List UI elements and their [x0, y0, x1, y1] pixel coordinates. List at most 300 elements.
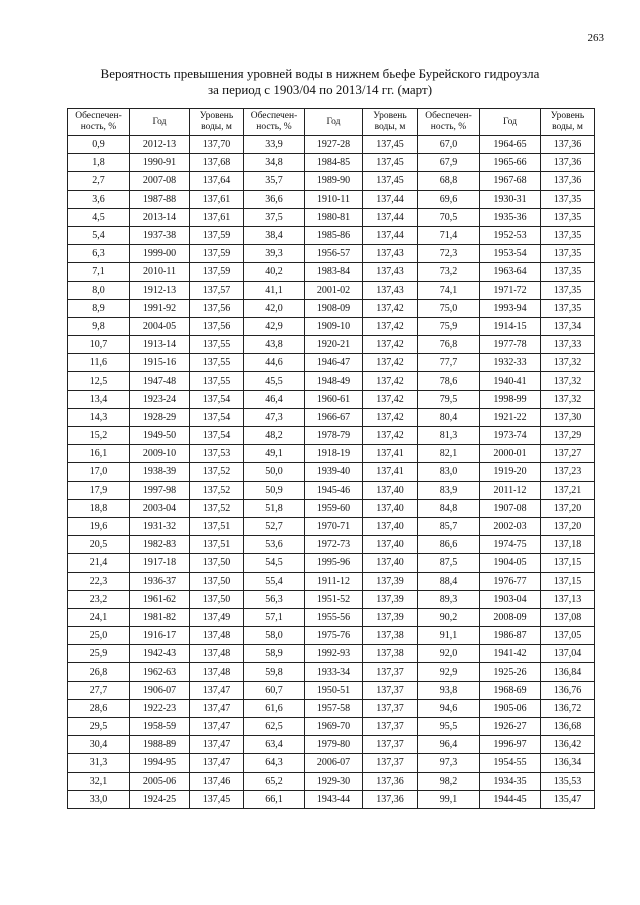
probability-cell: 35,7	[244, 172, 305, 190]
year-cell: 1939-40	[305, 463, 363, 481]
water-level-cell: 137,37	[363, 736, 418, 754]
water-level-cell: 137,68	[190, 154, 244, 172]
water-level-cell: 137,47	[190, 681, 244, 699]
probability-cell: 89,3	[418, 590, 480, 608]
probability-cell: 60,7	[244, 681, 305, 699]
probability-cell: 2,7	[68, 172, 130, 190]
probability-cell: 30,4	[68, 736, 130, 754]
water-level-cell: 137,13	[541, 590, 595, 608]
year-cell: 1975-76	[305, 627, 363, 645]
table-row	[68, 354, 595, 372]
water-level-cell: 137,37	[363, 754, 418, 772]
water-level-cell: 137,61	[190, 190, 244, 208]
year-cell: 1935-36	[480, 208, 541, 226]
probability-cell: 92,0	[418, 645, 480, 663]
year-cell: 1997-98	[130, 481, 190, 499]
probability-cell: 69,6	[418, 190, 480, 208]
header-water-level-2: Уровень воды, м	[363, 109, 418, 136]
table-row	[68, 136, 595, 154]
water-level-cell: 137,39	[363, 572, 418, 590]
year-cell: 1933-34	[305, 663, 363, 681]
table-row	[68, 499, 595, 517]
probability-cell: 38,4	[244, 226, 305, 244]
year-cell: 1966-67	[305, 408, 363, 426]
table-row	[68, 390, 595, 408]
probability-cell: 32,1	[68, 772, 130, 790]
water-level-cell: 137,35	[541, 208, 595, 226]
year-cell: 1994-95	[130, 754, 190, 772]
table-row	[68, 172, 595, 190]
probability-cell: 84,8	[418, 499, 480, 517]
water-level-cell: 137,51	[190, 517, 244, 535]
table-row	[68, 572, 595, 590]
water-level-cell: 137,52	[190, 499, 244, 517]
table-row	[68, 718, 595, 736]
probability-cell: 8,9	[68, 299, 130, 317]
year-cell: 1948-49	[305, 372, 363, 390]
water-level-cell: 137,40	[363, 481, 418, 499]
probability-cell: 33,9	[244, 136, 305, 154]
water-level-cell: 137,42	[363, 317, 418, 335]
water-level-cell: 137,61	[190, 208, 244, 226]
water-level-cell: 137,40	[363, 554, 418, 572]
year-cell: 1971-72	[480, 281, 541, 299]
year-cell: 1986-87	[480, 627, 541, 645]
table-row	[68, 645, 595, 663]
water-level-cell: 137,48	[190, 645, 244, 663]
water-level-cell: 137,35	[541, 190, 595, 208]
year-cell: 1991-92	[130, 299, 190, 317]
probability-cell: 22,3	[68, 572, 130, 590]
probability-cell: 75,9	[418, 317, 480, 335]
year-cell: 1969-70	[305, 718, 363, 736]
table-row	[68, 736, 595, 754]
water-level-cell: 137,64	[190, 172, 244, 190]
probability-cell: 75,0	[418, 299, 480, 317]
table-row	[68, 372, 595, 390]
water-level-cell: 137,57	[190, 281, 244, 299]
water-level-cell: 137,41	[363, 445, 418, 463]
table-row	[68, 536, 595, 554]
water-level-cell: 137,50	[190, 572, 244, 590]
water-level-cell: 137,42	[363, 372, 418, 390]
year-cell: 1925-26	[480, 663, 541, 681]
water-level-cell: 137,42	[363, 299, 418, 317]
water-level-cell: 137,43	[363, 263, 418, 281]
year-cell: 1936-37	[130, 572, 190, 590]
probability-cell: 44,6	[244, 354, 305, 372]
table-row	[68, 190, 595, 208]
water-level-cell: 136,42	[541, 736, 595, 754]
year-cell: 2013-14	[130, 208, 190, 226]
water-level-cell: 137,42	[363, 408, 418, 426]
water-level-cell: 137,20	[541, 499, 595, 517]
water-level-cell: 137,36	[541, 136, 595, 154]
probability-cell: 4,5	[68, 208, 130, 226]
year-cell: 1968-69	[480, 681, 541, 699]
header-probability-3: Обеспечен-ность, %	[418, 109, 480, 136]
probability-cell: 88,4	[418, 572, 480, 590]
table-row	[68, 627, 595, 645]
probability-cell: 3,6	[68, 190, 130, 208]
probability-cell: 48,2	[244, 427, 305, 445]
probability-cell: 13,4	[68, 390, 130, 408]
probability-cell: 52,7	[244, 517, 305, 535]
water-level-cell: 137,48	[190, 627, 244, 645]
water-level-cell: 137,70	[190, 136, 244, 154]
probability-cell: 94,6	[418, 699, 480, 717]
header-water-level-1: Уровень воды, м	[190, 109, 244, 136]
water-level-cell: 137,45	[363, 154, 418, 172]
table-row	[68, 154, 595, 172]
year-cell: 1992-93	[305, 645, 363, 663]
probability-cell: 81,3	[418, 427, 480, 445]
probability-cell: 92,9	[418, 663, 480, 681]
year-cell: 1912-13	[130, 281, 190, 299]
header-year-2: Год	[305, 109, 363, 136]
year-cell: 1927-28	[305, 136, 363, 154]
water-level-cell: 137,37	[363, 663, 418, 681]
year-cell: 1940-41	[480, 372, 541, 390]
probability-cell: 34,8	[244, 154, 305, 172]
year-cell: 1999-00	[130, 245, 190, 263]
probability-cell: 73,2	[418, 263, 480, 281]
water-level-cell: 137,50	[190, 590, 244, 608]
title-line-2: за период с 1903/04 по 2013/14 гг. (март)	[207, 82, 433, 97]
probability-cell: 8,0	[68, 281, 130, 299]
year-cell: 1979-80	[305, 736, 363, 754]
year-cell: 1924-25	[130, 790, 190, 808]
probability-cell: 78,6	[418, 372, 480, 390]
probability-cell: 71,4	[418, 226, 480, 244]
probability-cell: 41,1	[244, 281, 305, 299]
probability-cell: 6,3	[68, 245, 130, 263]
year-cell: 1984-85	[305, 154, 363, 172]
year-cell: 2011-12	[480, 481, 541, 499]
year-cell: 1958-59	[130, 718, 190, 736]
water-level-cell: 137,52	[190, 481, 244, 499]
water-level-cell: 137,42	[363, 390, 418, 408]
probability-cell: 9,8	[68, 317, 130, 335]
probability-cell: 16,1	[68, 445, 130, 463]
probability-cell: 51,8	[244, 499, 305, 517]
probability-cell: 90,2	[418, 608, 480, 626]
probability-cell: 12,5	[68, 372, 130, 390]
water-level-cell: 137,40	[363, 536, 418, 554]
table-row	[68, 663, 595, 681]
water-level-cell: 137,53	[190, 445, 244, 463]
water-level-cell: 137,54	[190, 408, 244, 426]
title-line-1: Вероятность превышения уровней воды в нижнем бьефе Бурейского гидроузла	[100, 66, 540, 81]
water-level-cell: 137,35	[541, 281, 595, 299]
year-cell: 1922-23	[130, 699, 190, 717]
year-cell: 2003-04	[130, 499, 190, 517]
water-level-cell: 137,47	[190, 754, 244, 772]
header-probability-2: Обеспечен-ность, %	[244, 109, 305, 136]
table-row	[68, 281, 595, 299]
water-level-cell: 137,50	[190, 554, 244, 572]
water-level-cell: 137,40	[363, 517, 418, 535]
year-cell: 1962-63	[130, 663, 190, 681]
water-level-cell: 137,37	[363, 718, 418, 736]
water-level-cell: 137,45	[363, 172, 418, 190]
water-level-cell: 137,59	[190, 245, 244, 263]
water-level-cell: 137,54	[190, 390, 244, 408]
year-cell: 1921-22	[480, 408, 541, 426]
year-cell: 1977-78	[480, 336, 541, 354]
water-level-cell: 137,47	[190, 699, 244, 717]
probability-cell: 97,3	[418, 754, 480, 772]
year-cell: 1952-53	[480, 226, 541, 244]
water-level-cell: 137,32	[541, 390, 595, 408]
probability-cell: 53,6	[244, 536, 305, 554]
probability-cell: 17,9	[68, 481, 130, 499]
year-cell: 1972-73	[305, 536, 363, 554]
year-cell: 1996-97	[480, 736, 541, 754]
year-cell: 1976-77	[480, 572, 541, 590]
table-row	[68, 790, 595, 808]
probability-cell: 99,1	[418, 790, 480, 808]
header-year-1: Год	[130, 109, 190, 136]
water-level-cell: 137,21	[541, 481, 595, 499]
probability-cell: 76,8	[418, 336, 480, 354]
table-row	[68, 245, 595, 263]
water-level-cell: 136,76	[541, 681, 595, 699]
probability-cell: 72,3	[418, 245, 480, 263]
probability-cell: 28,6	[68, 699, 130, 717]
table-row	[68, 699, 595, 717]
year-cell: 1963-64	[480, 263, 541, 281]
table-row	[68, 208, 595, 226]
water-level-cell: 137,36	[541, 154, 595, 172]
water-level-cell: 137,47	[190, 736, 244, 754]
probability-cell: 39,3	[244, 245, 305, 263]
year-cell: 2012-13	[130, 136, 190, 154]
year-cell: 2008-09	[480, 608, 541, 626]
water-level-cell: 137,42	[363, 354, 418, 372]
water-level-cell: 137,46	[190, 772, 244, 790]
water-level-cell: 137,35	[541, 226, 595, 244]
year-cell: 1910-11	[305, 190, 363, 208]
probability-cell: 63,4	[244, 736, 305, 754]
water-level-cell: 137,59	[190, 226, 244, 244]
probability-cell: 14,3	[68, 408, 130, 426]
year-cell: 1930-31	[480, 190, 541, 208]
water-level-cell: 137,35	[541, 299, 595, 317]
water-level-cell: 137,42	[363, 336, 418, 354]
water-level-cell: 137,32	[541, 372, 595, 390]
table-row	[68, 754, 595, 772]
year-cell: 2010-11	[130, 263, 190, 281]
water-level-cell: 137,33	[541, 336, 595, 354]
table-row	[68, 336, 595, 354]
table-row	[68, 408, 595, 426]
year-cell: 2002-03	[480, 517, 541, 535]
probability-cell: 33,0	[68, 790, 130, 808]
year-cell: 1990-91	[130, 154, 190, 172]
year-cell: 1932-33	[480, 354, 541, 372]
water-level-cell: 137,37	[363, 699, 418, 717]
table-row	[68, 590, 595, 608]
year-cell: 1947-48	[130, 372, 190, 390]
year-cell: 1995-96	[305, 554, 363, 572]
probability-cell: 65,2	[244, 772, 305, 790]
water-level-cell: 137,44	[363, 190, 418, 208]
table-row	[68, 445, 595, 463]
header-probability-1: Обеспечен-ность, %	[68, 109, 130, 136]
probability-cell: 25,9	[68, 645, 130, 663]
table-row	[68, 226, 595, 244]
probability-cell: 80,4	[418, 408, 480, 426]
year-cell: 2007-08	[130, 172, 190, 190]
year-cell: 1987-88	[130, 190, 190, 208]
year-cell: 1913-14	[130, 336, 190, 354]
header-year-3: Год	[480, 109, 541, 136]
water-level-cell: 137,52	[190, 463, 244, 481]
water-level-cell: 137,18	[541, 536, 595, 554]
water-level-cell: 136,84	[541, 663, 595, 681]
probability-cell: 93,8	[418, 681, 480, 699]
water-level-cell: 137,38	[363, 627, 418, 645]
water-level-cell: 137,36	[363, 790, 418, 808]
table-row	[68, 681, 595, 699]
probability-cell: 77,7	[418, 354, 480, 372]
year-cell: 1911-12	[305, 572, 363, 590]
water-level-cell: 137,34	[541, 317, 595, 335]
water-level-cell: 137,05	[541, 627, 595, 645]
table-row	[68, 427, 595, 445]
year-cell: 1970-71	[305, 517, 363, 535]
year-cell: 1934-35	[480, 772, 541, 790]
year-cell: 1957-58	[305, 699, 363, 717]
water-level-cell: 137,43	[363, 281, 418, 299]
probability-cell: 42,0	[244, 299, 305, 317]
table-row	[68, 772, 595, 790]
year-cell: 1928-29	[130, 408, 190, 426]
water-level-cell: 137,08	[541, 608, 595, 626]
water-level-cell: 137,44	[363, 226, 418, 244]
water-level-cell: 137,54	[190, 427, 244, 445]
probability-cell: 17,0	[68, 463, 130, 481]
table-row	[68, 463, 595, 481]
probability-cell: 50,9	[244, 481, 305, 499]
probability-cell: 18,8	[68, 499, 130, 517]
year-cell: 1923-24	[130, 390, 190, 408]
year-cell: 1967-68	[480, 172, 541, 190]
probability-cell: 96,4	[418, 736, 480, 754]
year-cell: 1915-16	[130, 354, 190, 372]
water-level-cell: 137,55	[190, 372, 244, 390]
year-cell: 2009-10	[130, 445, 190, 463]
table-row	[68, 263, 595, 281]
year-cell: 1909-10	[305, 317, 363, 335]
probability-cell: 0,9	[68, 136, 130, 154]
table-row	[68, 517, 595, 535]
probability-cell: 47,3	[244, 408, 305, 426]
water-level-cell: 137,32	[541, 354, 595, 372]
year-cell: 1980-81	[305, 208, 363, 226]
water-level-cell: 136,72	[541, 699, 595, 717]
year-cell: 1945-46	[305, 481, 363, 499]
probability-cell: 11,6	[68, 354, 130, 372]
water-level-cell: 137,04	[541, 645, 595, 663]
table-row	[68, 608, 595, 626]
water-level-cell: 137,30	[541, 408, 595, 426]
table-row	[68, 554, 595, 572]
probability-cell: 49,1	[244, 445, 305, 463]
probability-cell: 86,6	[418, 536, 480, 554]
year-cell: 1955-56	[305, 608, 363, 626]
year-cell: 1907-08	[480, 499, 541, 517]
year-cell: 1998-99	[480, 390, 541, 408]
water-level-table	[67, 108, 595, 809]
water-level-cell: 137,39	[363, 590, 418, 608]
year-cell: 1985-86	[305, 226, 363, 244]
probability-cell: 36,6	[244, 190, 305, 208]
year-cell: 1944-45	[480, 790, 541, 808]
probability-cell: 45,5	[244, 372, 305, 390]
probability-cell: 74,1	[418, 281, 480, 299]
water-level-cell: 137,42	[363, 427, 418, 445]
year-cell: 1951-52	[305, 590, 363, 608]
probability-cell: 83,9	[418, 481, 480, 499]
year-cell: 1989-90	[305, 172, 363, 190]
probability-cell: 1,8	[68, 154, 130, 172]
probability-cell: 54,5	[244, 554, 305, 572]
year-cell: 1946-47	[305, 354, 363, 372]
probability-cell: 82,1	[418, 445, 480, 463]
table-row	[68, 317, 595, 335]
water-level-cell: 136,68	[541, 718, 595, 736]
water-level-cell: 137,36	[541, 172, 595, 190]
water-level-cell: 137,38	[363, 645, 418, 663]
water-level-cell: 137,23	[541, 463, 595, 481]
probability-cell: 67,9	[418, 154, 480, 172]
water-level-cell: 137,51	[190, 536, 244, 554]
water-level-cell: 137,59	[190, 263, 244, 281]
water-level-cell: 137,49	[190, 608, 244, 626]
water-level-cell: 137,41	[363, 463, 418, 481]
year-cell: 2000-01	[480, 445, 541, 463]
probability-cell: 55,4	[244, 572, 305, 590]
year-cell: 1982-83	[130, 536, 190, 554]
year-cell: 1949-50	[130, 427, 190, 445]
probability-cell: 87,5	[418, 554, 480, 572]
water-level-cell: 135,47	[541, 790, 595, 808]
water-level-cell: 137,36	[363, 772, 418, 790]
year-cell: 1916-17	[130, 627, 190, 645]
water-level-cell: 137,45	[190, 790, 244, 808]
probability-cell: 67,0	[418, 136, 480, 154]
year-cell: 2004-05	[130, 317, 190, 335]
probability-cell: 19,6	[68, 517, 130, 535]
header-water-level-3: Уровень воды, м	[541, 109, 595, 136]
probability-cell: 59,8	[244, 663, 305, 681]
water-level-cell: 137,27	[541, 445, 595, 463]
year-cell: 1918-19	[305, 445, 363, 463]
probability-cell: 43,8	[244, 336, 305, 354]
probability-cell: 62,5	[244, 718, 305, 736]
year-cell: 1964-65	[480, 136, 541, 154]
water-level-cell: 137,43	[363, 245, 418, 263]
water-level-cell: 137,15	[541, 572, 595, 590]
water-level-cell: 137,55	[190, 336, 244, 354]
probability-cell: 66,1	[244, 790, 305, 808]
year-cell: 1904-05	[480, 554, 541, 572]
year-cell: 1917-18	[130, 554, 190, 572]
year-cell: 1929-30	[305, 772, 363, 790]
probability-cell: 85,7	[418, 517, 480, 535]
